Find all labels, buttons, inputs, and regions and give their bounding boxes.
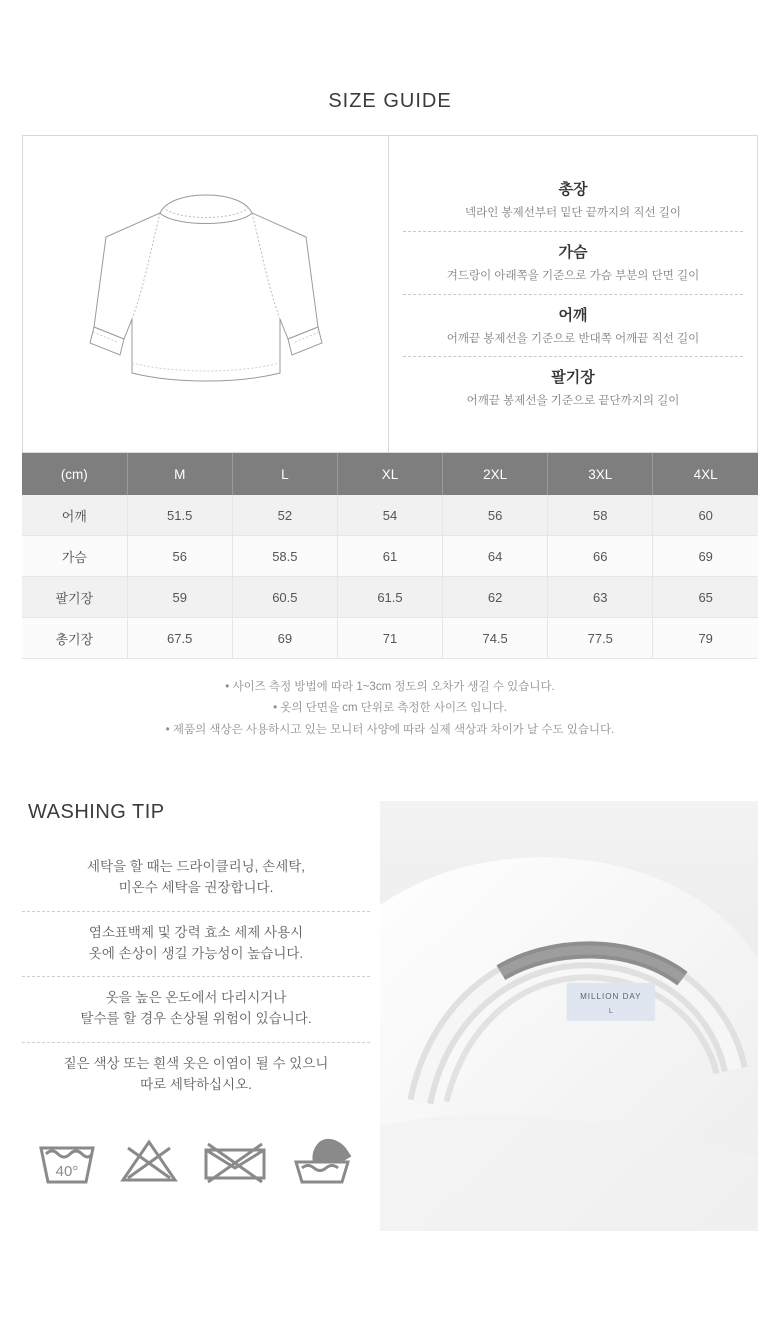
care-symbol-row bbox=[22, 1108, 370, 1186]
table-cell: 60.5 bbox=[232, 577, 337, 618]
size-notes bbox=[0, 677, 780, 741]
garment-illustration-panel bbox=[23, 136, 389, 452]
size-table bbox=[22, 453, 758, 659]
table-cell: 54 bbox=[337, 495, 442, 536]
table-cell: 66 bbox=[548, 536, 653, 577]
page-bottom-spacer bbox=[0, 1231, 780, 1267]
washing-tip-text-panel bbox=[22, 801, 380, 1231]
sweatshirt-line-drawing-icon bbox=[56, 177, 356, 412]
table-cell: 59 bbox=[127, 577, 232, 618]
table-cell: 71 bbox=[337, 618, 442, 659]
measure-title: 가슴 bbox=[558, 243, 588, 261]
measure-title: 총장 bbox=[558, 180, 588, 198]
washing-tip-item: 짙은 색상 또는 흰색 옷은 이염이 될 수 있으니 따로 세탁하십시오. bbox=[22, 1042, 370, 1108]
table-cell: 65 bbox=[653, 577, 758, 618]
table-row bbox=[22, 577, 758, 618]
page-title: SIZE GUIDE bbox=[328, 90, 452, 112]
measure-item bbox=[403, 231, 743, 294]
row-label: 총기장 bbox=[22, 618, 127, 659]
measure-item bbox=[403, 294, 743, 357]
table-cell: 58.5 bbox=[232, 536, 337, 577]
table-cell: 74.5 bbox=[443, 618, 548, 659]
table-header-cell: 4XL bbox=[653, 453, 758, 495]
wash-40-degrees-icon bbox=[36, 1134, 98, 1186]
size-guide-box bbox=[22, 135, 758, 453]
table-header-cell: XL bbox=[337, 453, 442, 495]
table-header-cell: 3XL bbox=[548, 453, 653, 495]
svg-text:MILLION DAY: MILLION DAY bbox=[580, 991, 642, 1001]
measure-desc: 어깨끝 봉제선을 기준으로 끝단까지의 길이 bbox=[466, 395, 680, 408]
row-label: 가슴 bbox=[22, 536, 127, 577]
do-not-tumble-dry-icon bbox=[200, 1134, 270, 1186]
table-cell: 67.5 bbox=[127, 618, 232, 659]
svg-text:40°: 40° bbox=[55, 1163, 79, 1181]
measure-item bbox=[403, 356, 743, 419]
svg-text:L: L bbox=[608, 1007, 613, 1015]
product-neckline-photo bbox=[380, 801, 758, 1231]
table-cell: 51.5 bbox=[127, 495, 232, 536]
table-cell: 62 bbox=[443, 577, 548, 618]
table-cell: 61 bbox=[337, 536, 442, 577]
table-cell: 61.5 bbox=[337, 577, 442, 618]
table-cell: 64 bbox=[443, 536, 548, 577]
table-cell: 79 bbox=[653, 618, 758, 659]
note-line: • 사이즈 측정 방법에 따라 1~3cm 정도의 오차가 생길 수 있습니다. bbox=[225, 681, 555, 693]
table-row bbox=[22, 618, 758, 659]
table-cell: 69 bbox=[232, 618, 337, 659]
measure-title: 어깨 bbox=[558, 306, 588, 324]
table-header-cell: (cm) bbox=[22, 453, 127, 495]
brand-label bbox=[566, 983, 655, 1021]
washing-tip-item: 세탁을 할 때는 드라이클리닝, 손세탁, 미온수 세탁을 권장합니다. bbox=[86, 858, 306, 895]
washing-tip-title: WASHING TIP bbox=[28, 800, 165, 823]
table-row bbox=[22, 495, 758, 536]
measurement-definitions bbox=[389, 136, 757, 452]
section-spacer bbox=[0, 741, 780, 801]
table-cell: 52 bbox=[232, 495, 337, 536]
row-label: 팔기장 bbox=[22, 577, 127, 618]
table-cell: 56 bbox=[127, 536, 232, 577]
measure-title: 팔기장 bbox=[551, 369, 595, 387]
note-line: • 옷의 단면을 cm 단위로 측정한 사이즈 입니다. bbox=[273, 702, 507, 715]
table-header-cell: M bbox=[127, 453, 232, 495]
row-label: 어깨 bbox=[22, 495, 127, 536]
table-cell: 77.5 bbox=[548, 618, 653, 659]
table-cell: 60 bbox=[653, 495, 758, 536]
product-photo-panel bbox=[380, 801, 758, 1231]
measure-desc: 겨드랑이 아래쪽을 기준으로 가슴 부분의 단면 길이 bbox=[446, 269, 700, 282]
do-not-bleach-icon bbox=[118, 1134, 180, 1186]
table-cell: 58 bbox=[548, 495, 653, 536]
measure-item bbox=[403, 169, 743, 231]
measure-desc: 어깨끝 봉제선을 기준으로 반대쪽 어깨끝 직선 길이 bbox=[446, 332, 700, 345]
note-line: • 제품의 색상은 사용하시고 있는 모니터 사양에 따라 실제 색상과 차이가 날 수도 있습니다. bbox=[165, 723, 615, 736]
washing-tip-item: 염소표백제 및 강력 효소 세제 사용시 옷에 손상이 생길 가능성이 높습니다. bbox=[22, 911, 370, 977]
table-header-cell: 2XL bbox=[443, 453, 548, 495]
hand-wash-icon bbox=[290, 1134, 356, 1186]
table-header-row bbox=[22, 453, 758, 495]
measure-desc: 넥라인 봉제선부터 밑단 끝까지의 직선 길이 bbox=[465, 206, 681, 219]
table-row bbox=[22, 536, 758, 577]
table-cell: 56 bbox=[443, 495, 548, 536]
table-cell: 63 bbox=[548, 577, 653, 618]
washing-tip-item: 옷을 높은 온도에서 다리시거나 탈수를 할 경우 손상될 위험이 있습니다. bbox=[22, 976, 370, 1042]
washing-tip-section bbox=[0, 801, 780, 1231]
table-header-cell: L bbox=[232, 453, 337, 495]
table-cell: 69 bbox=[653, 536, 758, 577]
